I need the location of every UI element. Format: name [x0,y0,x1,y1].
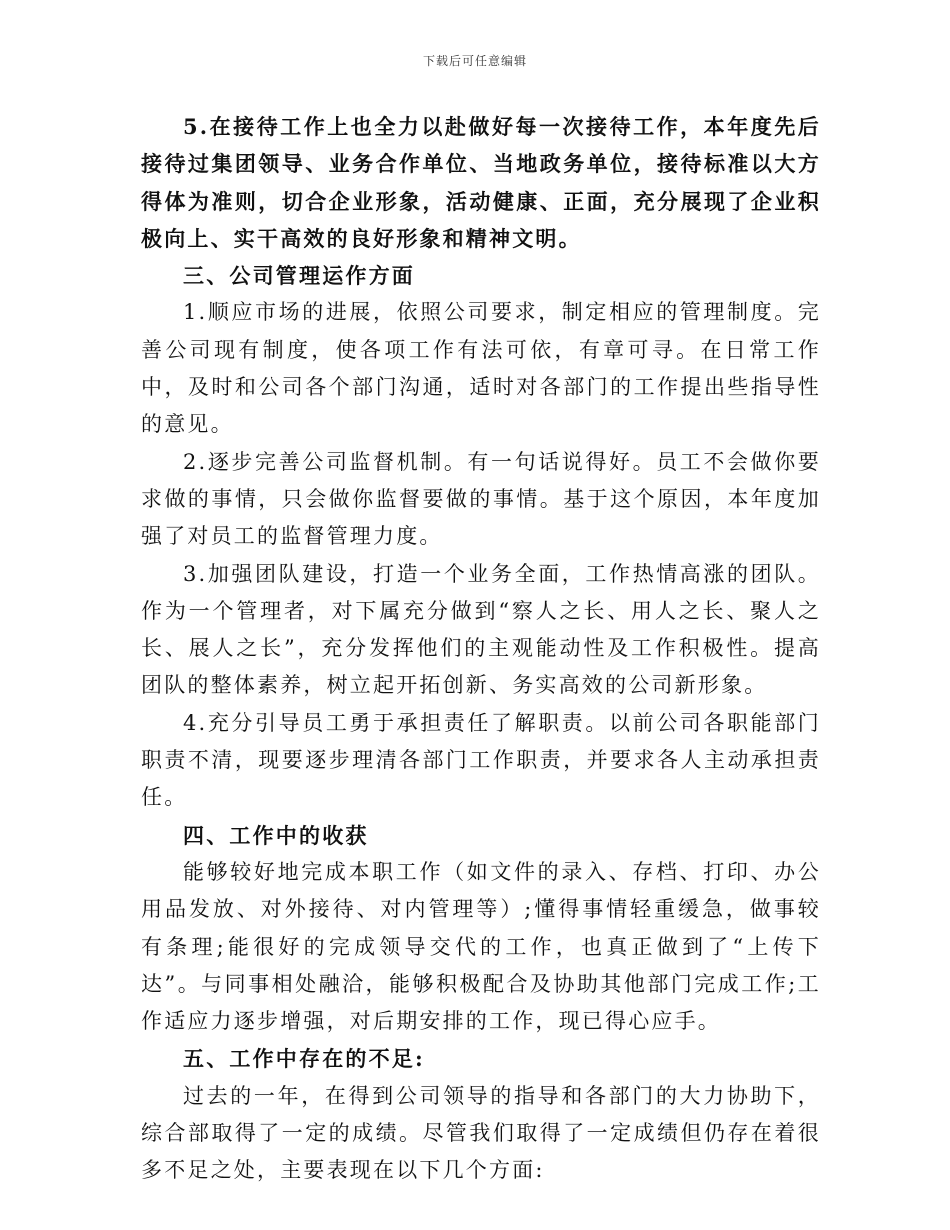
paragraph-shortcomings: 过去的一年，在得到公司领导的指导和各部门的大力协助下，综合部取得了一定的成绩。尽管我们取得了一定成绩但仍存在着很多不足之处，主要表现在以下几个方面: [141,1083,821,1183]
section-heading-gains: 四、工作中的收获 [183,822,369,848]
paragraph-management-2: 2.逐步完善公司监督机制。有一句话说得好。员工不会做你要求做的事情，只会做你监督要做的事情。基于这个原因，本年度加强了对员工的监督管理力度。 [141,449,821,549]
paragraph-management-4: 4.充分引导员工勇于承担责任了解职责。以前公司各职能部门职责不清，现要逐步理清各部门工作职责，并要求各人主动承担责任。 [141,710,821,810]
paragraph-management-3: 3.加强团队建设，打造一个业务全面，工作热情高涨的团队。作为一个管理者，对下属充分做到“察人之长、用人之长、聚人之长、展人之长”，充分发挥他们的主观能动性及工作积极性。提高团队的整体素养，树立起开拓创新、务实高效的公司新形象。 [141,561,821,698]
paragraph-reception-work: 5.在接待工作上也全力以赴做好每一次接待工作，本年度先后接待过集团领导、业务合作单位、当地政务单位，接待标准以大方得体为准则，切合企业形象，活动健康、正面，充分展现了企业积极向上、实干高效的良好形象和精神文明。 [141,114,821,251]
section-heading-management: 三、公司管理运作方面 [183,263,415,289]
paragraph-management-1: 1.顺应市场的进展，依照公司要求，制定相应的管理制度。完善公司现有制度，使各项工作有法可依，有章可寻。在日常工作中，及时和公司各个部门沟通，适时对各部门的工作提出些指导性的意见。 [141,300,821,437]
page-header: 下载后可任意编辑 [422,54,527,68]
section-heading-shortcomings: 五、工作中存在的不足: [183,1046,425,1072]
paragraph-gains: 能够较好地完成本职工作（如文件的录入、存档、打印、办公用品发放、对外接待、对内管理等）;懂得事情轻重缓急，做事较有条理;能很好的完成领导交代的工作，也真正做到了“上传下达”。与同事相处融洽，能够积极配合及协助其他部门完成工作;工作适应力逐步增强，对后期安排的工作，现已得心应手。 [141,859,821,1034]
document-body [141,108,821,1190]
